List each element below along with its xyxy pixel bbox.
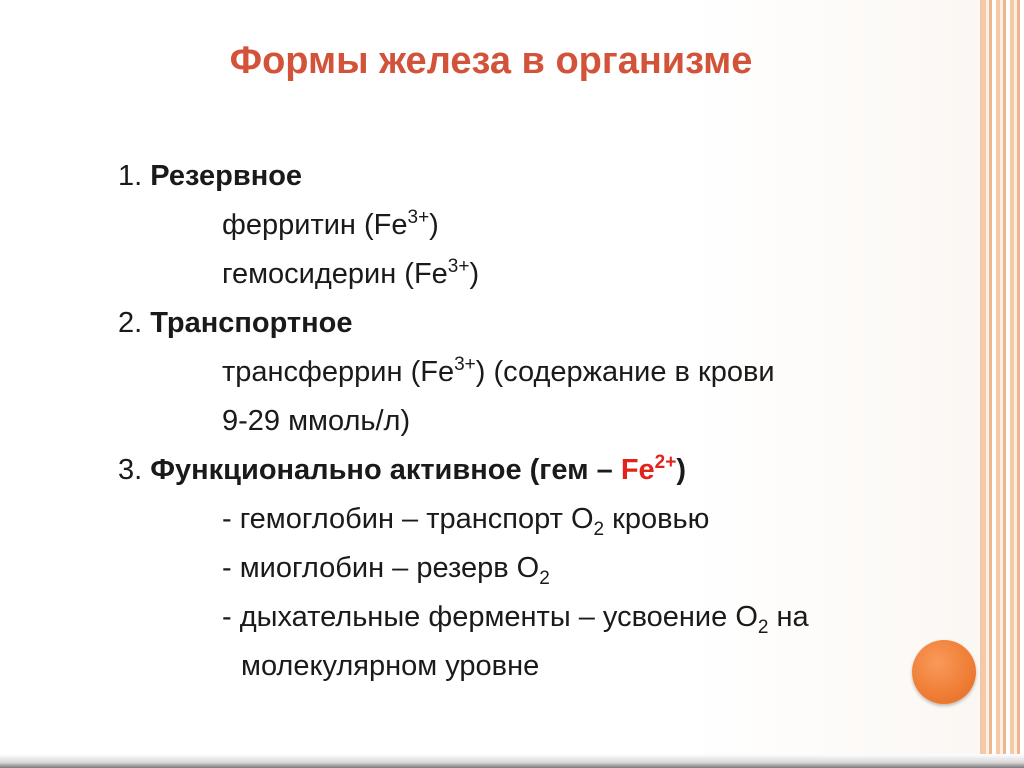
subitem-text: трансферрин (Fe: [222, 356, 455, 388]
subitem-text: - гемоглобин – транспорт О: [222, 503, 594, 535]
item-number: 2.: [118, 307, 143, 339]
subitem-text-end: кровью: [612, 503, 710, 535]
superscript: 3+: [407, 207, 430, 228]
slide-shadow: [0, 754, 1024, 768]
subitem-text: - миоглобин – резерв О: [222, 552, 540, 584]
superscript: 2+: [654, 452, 677, 473]
item-number: 3.: [118, 454, 143, 486]
subitem-text-end: ): [429, 209, 439, 241]
subitem-text-end: ): [469, 258, 480, 290]
subitem-text-end: ) (содержание в крови: [475, 356, 775, 388]
item-number: 1.: [118, 160, 143, 192]
subitem-text: - дыхательные ферменты – усвоение О: [222, 601, 758, 633]
subitem-myoglobin: [118, 544, 938, 593]
subscript: 2: [593, 519, 605, 540]
superscript: 3+: [454, 354, 476, 375]
item-label-end: ): [676, 454, 686, 486]
slide-title: Формы железа в организме: [229, 40, 753, 82]
subscript: 2: [757, 617, 769, 638]
fe-symbol: Fe: [620, 454, 655, 486]
subitem-text: 9-29 ммоль/л): [222, 405, 411, 437]
list-item-reserve: [118, 152, 938, 201]
list-item-transport: [118, 299, 938, 348]
list-item-functional: [118, 446, 938, 495]
subitem-text: молекулярном уровне: [241, 650, 540, 682]
slide-content: [118, 152, 938, 691]
item-label: Транспортное: [150, 307, 353, 339]
subitem-hemoglobin: [118, 495, 938, 544]
subitem-text: гемосидерин (Fe: [222, 258, 448, 290]
orange-circle-decoration: [912, 640, 976, 704]
subitem-respiratory-enzymes: [118, 593, 938, 642]
subitem-blood-content: [118, 397, 938, 446]
item-label: Резервное: [150, 160, 303, 192]
subitem-transferrin: [118, 348, 938, 397]
item-label: Функционально активное (гем –: [150, 454, 613, 486]
subitem-text-end: на: [776, 601, 809, 633]
subitem-ferritin: [118, 201, 938, 250]
subitem-hemosiderin: [118, 250, 938, 299]
subitem-text: ферритин (Fe: [222, 209, 408, 241]
subitem-molecular-level: [118, 642, 938, 691]
subscript: 2: [539, 568, 550, 589]
superscript: 3+: [447, 256, 470, 277]
decorative-stripes: [980, 0, 1024, 760]
